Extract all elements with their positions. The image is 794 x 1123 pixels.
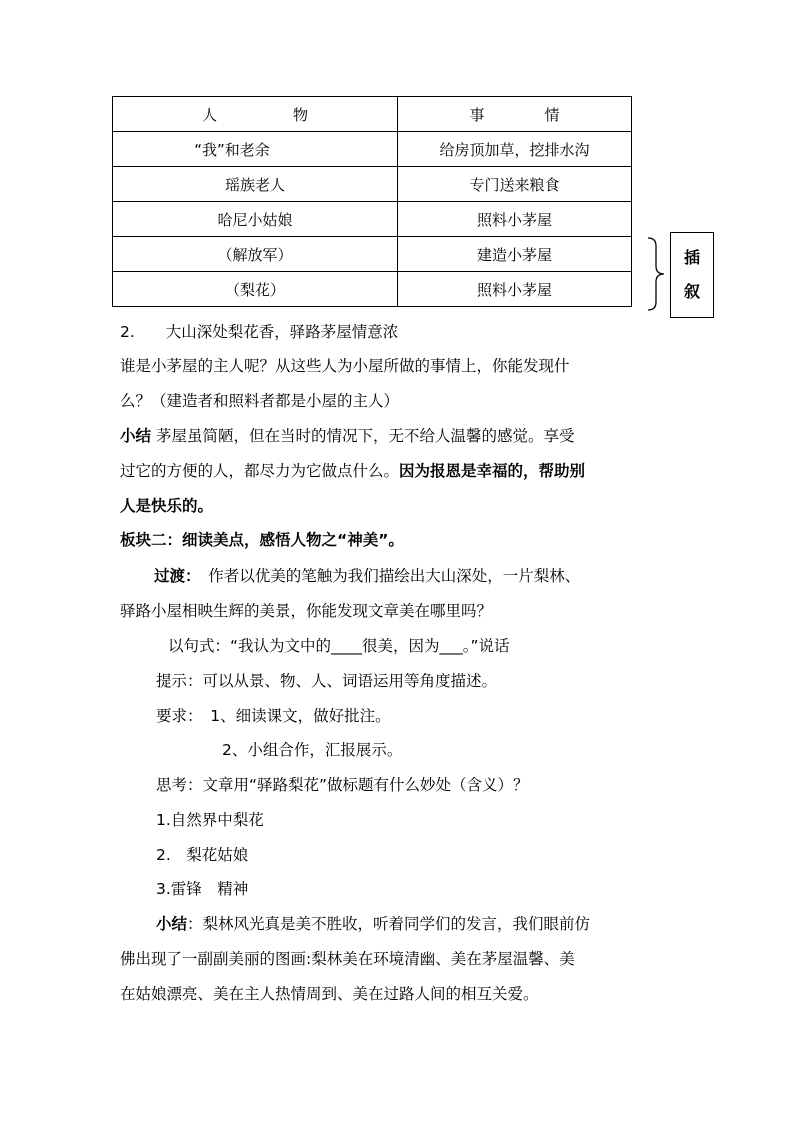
people-events-table [112,96,632,307]
subsection-heading: 2. 大山深处梨花香，驿路茅屋情意浓 [120,323,399,341]
summary-2-line-2: 佛出现了一副副美丽的图画:梨林美在环境清幽、美在茅屋温馨、美 [120,950,575,968]
summary-2-line-1 [156,912,590,934]
list-item: 2. 梨花姑娘 [156,846,249,864]
summary-1-line-3: 人是快乐的。 [120,497,214,515]
transition-line-2: 驿路小屋相映生辉的美景，你能发现文章美在哪里吗？ [120,602,493,620]
table-header-row [113,97,632,132]
table-cell-event: 建造小茅屋 [398,237,632,272]
table-row [113,202,632,237]
summary-1-text: 茅屋虽简陋，但在当时的情况下，无不给人温馨的感觉。享受 [151,427,575,445]
header-events-char1: 事 [469,105,485,124]
table-row [113,132,632,167]
hint-line: 提示：可以从景、物、人、词语运用等角度描述。 [156,672,498,690]
summary-1-label: 小结 [120,427,152,445]
summary-2-label: 小结 [156,915,188,933]
right-brace-icon [646,236,668,312]
header-events [398,97,632,132]
summary-1-line-2 [120,459,585,481]
think-question: 思考：文章用“驿路梨花”做标题有什么妙处（含义）？ [156,776,529,794]
sentence-pattern: 以句式：“我认为文中的____很美，因为___。”说话 [168,637,510,655]
question-line-2: 么？（建造者和照料者都是小屋的主人） [120,392,400,410]
summary-2-text: ：梨林风光真是美不胜收，听着同学们的发言，我们眼前仿 [187,915,591,933]
question-line-1: 谁是小茅屋的主人呢？从这些人为小屋所做的事情上，你能发现什 [120,357,570,375]
table-cell-event: 专门送来粮食 [398,167,632,202]
transition-line-1 [154,564,580,586]
table-row [113,167,632,202]
section-2-heading: 板块二：细读美点，感悟人物之“神美”。 [120,531,404,549]
table-cell-event: 照料小茅屋 [398,202,632,237]
header-events-char2: 情 [544,105,560,124]
header-people [113,97,398,132]
list-item: 1.自然界中梨花 [156,811,264,829]
side-label-char1: 插 [683,248,700,267]
summary-1-line-1 [120,424,574,446]
summary-2-line-3: 在姑娘漂亮、美在主人热情周到、美在过路人间的相互关爱。 [120,985,539,1003]
flashback-label-box [670,232,714,318]
table-row [113,237,632,272]
list-item: 3.雷锋 精神 [156,880,249,898]
requirement-2: 2、小组合作，汇报展示。 [222,741,403,759]
table-cell-event: 给房顶加草，挖排水沟 [398,132,632,167]
table-cell-event: 照料小茅屋 [398,272,632,307]
table-cell-person: “我”和老余 [113,132,398,167]
transition-label: 过渡： [154,567,193,585]
summary-1-line-2b: 因为报恩是幸福的，帮助别 [399,462,586,480]
side-label-char2: 叙 [683,282,700,301]
table-row [113,272,632,307]
table-cell-person: （解放军） [113,237,398,272]
table-cell-person: 哈尼小姑娘 [113,202,398,237]
summary-1-line-2a: 过它的方便的人，都尽力为它做点什么。 [120,462,400,480]
table-cell-person: （梨花） [113,272,398,307]
table-cell-person: 瑶族老人 [113,167,398,202]
header-people-char1: 人 [201,105,217,124]
transition-text: 作者以优美的笔触为我们描绘出大山深处，一片梨林、 [192,567,581,585]
requirement-1: 要求： 1、细读课文，做好批注。 [156,707,391,725]
header-people-char2: 物 [293,105,309,124]
